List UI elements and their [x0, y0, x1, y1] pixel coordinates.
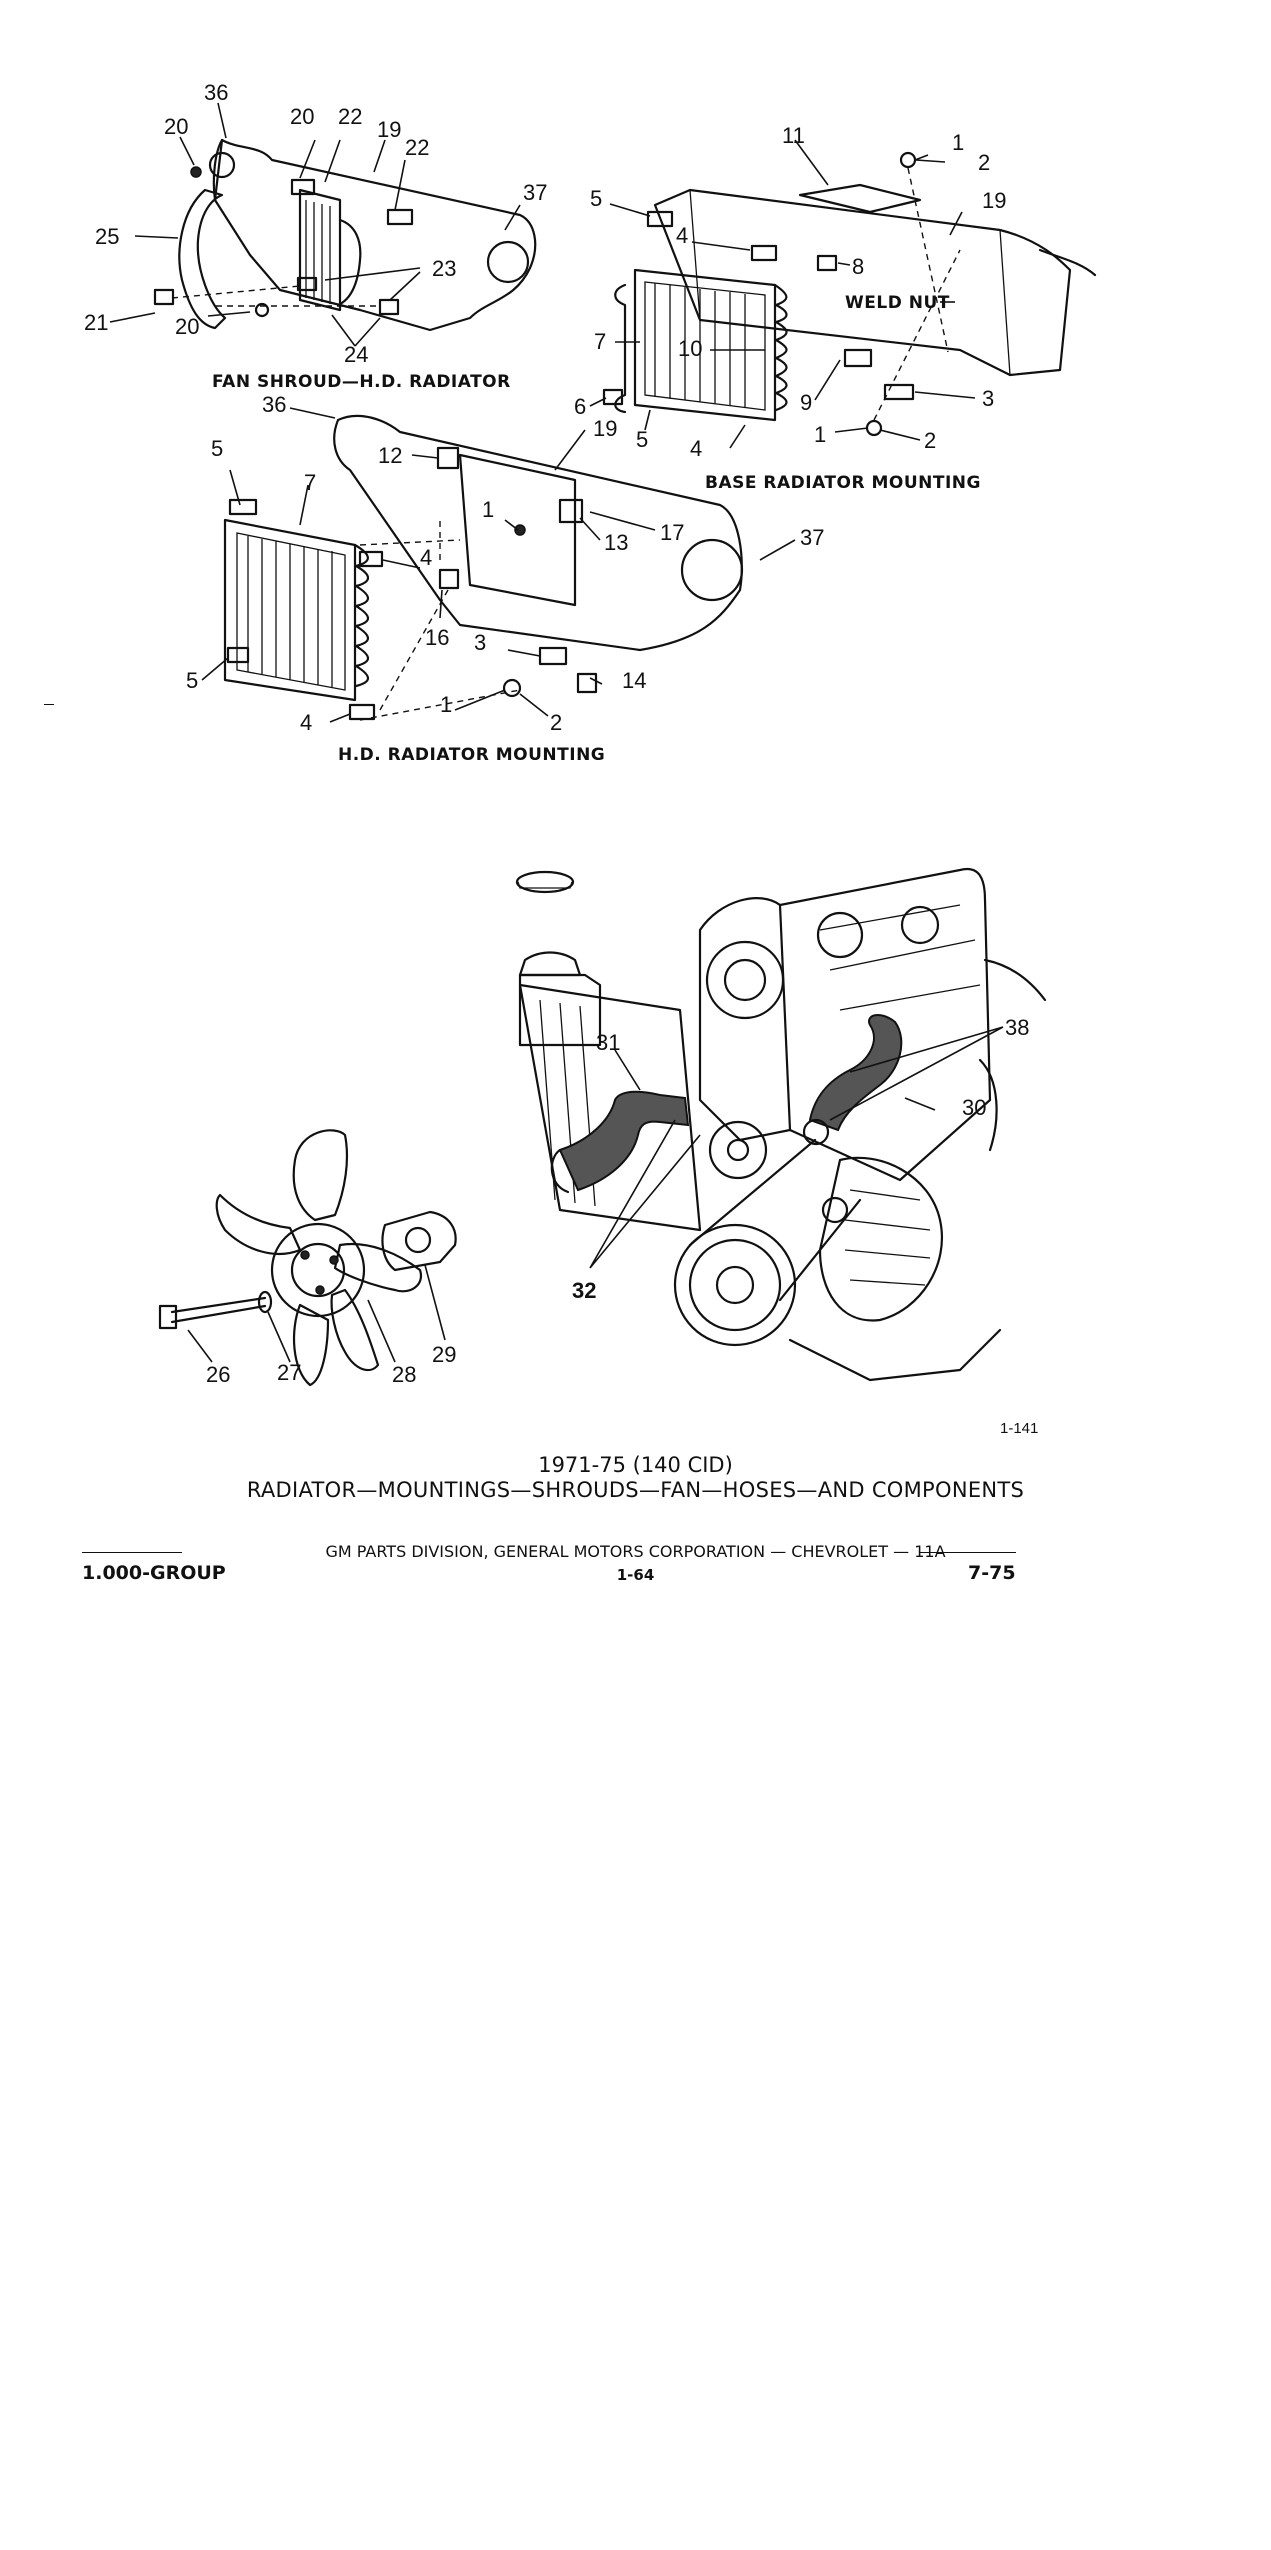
fan-shroud-diagram	[84, 80, 547, 392]
callout-2: 2	[978, 150, 991, 175]
callout-29: 29	[432, 1342, 457, 1367]
callout-4: 4	[300, 710, 313, 735]
callout-4: 4	[676, 223, 689, 248]
callout-31: 31	[596, 1030, 621, 1055]
callout-14: 14	[622, 668, 647, 693]
callout-37: 37	[800, 525, 825, 550]
callout-27: 27	[277, 1360, 302, 1385]
callout-1: 1	[814, 422, 827, 447]
footer-publisher: GM PARTS DIVISION, GENERAL MOTORS CORPORATION — CHEVROLET — 11A	[325, 1542, 946, 1561]
callout-12: 12	[378, 443, 403, 468]
callout-32: 32	[572, 1278, 597, 1303]
base-mounting-diagram	[574, 123, 1095, 493]
margin-mark	[44, 704, 54, 705]
base-mounting-caption: BASE RADIATOR MOUNTING	[705, 473, 981, 493]
callout-19: 19	[593, 416, 618, 441]
callout-2: 2	[924, 428, 937, 453]
callout-25: 25	[95, 224, 120, 249]
hd-mounting-caption: H.D. RADIATOR MOUNTING	[338, 745, 606, 765]
callout-5: 5	[211, 436, 224, 461]
callout-10: 10	[678, 336, 703, 361]
callout-6: 6	[574, 394, 587, 419]
callout-24: 24	[344, 342, 369, 367]
callout-1: 1	[482, 497, 495, 522]
callout-5: 5	[590, 186, 603, 211]
callout-11: 11	[782, 123, 805, 148]
callout-28: 28	[392, 1362, 417, 1387]
callout-4: 4	[420, 545, 433, 570]
callout-19: 19	[377, 117, 402, 142]
callout-37: 37	[523, 180, 548, 205]
callout-20: 20	[290, 104, 315, 129]
callout-38: 38	[1005, 1015, 1030, 1040]
figure-title-line-1: 1971-75 (140 CID)	[538, 1453, 733, 1477]
callout-4: 4	[690, 436, 703, 461]
weld-nut-label: WELD NUT	[845, 293, 950, 313]
callout-19: 19	[982, 188, 1007, 213]
engine-hoses-diagram	[517, 869, 1045, 1380]
callout-16: 16	[425, 625, 450, 650]
callout-36: 36	[262, 392, 287, 417]
hd-mounting-diagram	[186, 392, 827, 765]
fan-diagram	[160, 1130, 456, 1387]
callout-23: 23	[432, 256, 457, 281]
footer-group: 1.000-GROUP	[82, 1562, 226, 1584]
callout-8: 8	[852, 254, 865, 279]
callout-21: 21	[84, 310, 109, 335]
callout-5: 5	[186, 668, 199, 693]
callout-20: 20	[164, 114, 189, 139]
callout-3: 3	[474, 630, 487, 655]
callout-36: 36	[204, 80, 229, 105]
callout-1: 1	[440, 692, 453, 717]
callout-22: 22	[405, 135, 430, 160]
callout-1: 1	[952, 130, 965, 155]
callout-17: 17	[660, 520, 685, 545]
callout-26: 26	[206, 1362, 231, 1387]
callout-7: 7	[594, 329, 607, 354]
figure-title-line-2: RADIATOR—MOUNTINGS—SHROUDS—FAN—HOSES—AND COMPONENTS	[246, 1478, 1025, 1502]
footer-date: 7-75	[968, 1562, 1016, 1584]
footer-page-number: 1-64	[616, 1566, 655, 1584]
callout-5: 5	[636, 427, 649, 452]
callout-7: 7	[304, 470, 317, 495]
callout-3: 3	[982, 386, 995, 411]
callout-20: 20	[175, 314, 200, 339]
callout-22: 22	[338, 104, 363, 129]
figure-number: 1-141	[1000, 1420, 1039, 1437]
callout-13: 13	[604, 530, 629, 555]
fan-shroud-caption: FAN SHROUD—H.D. RADIATOR	[212, 372, 511, 392]
callout-30: 30	[962, 1095, 987, 1120]
callout-9: 9	[800, 390, 813, 415]
callout-2: 2	[550, 710, 563, 735]
